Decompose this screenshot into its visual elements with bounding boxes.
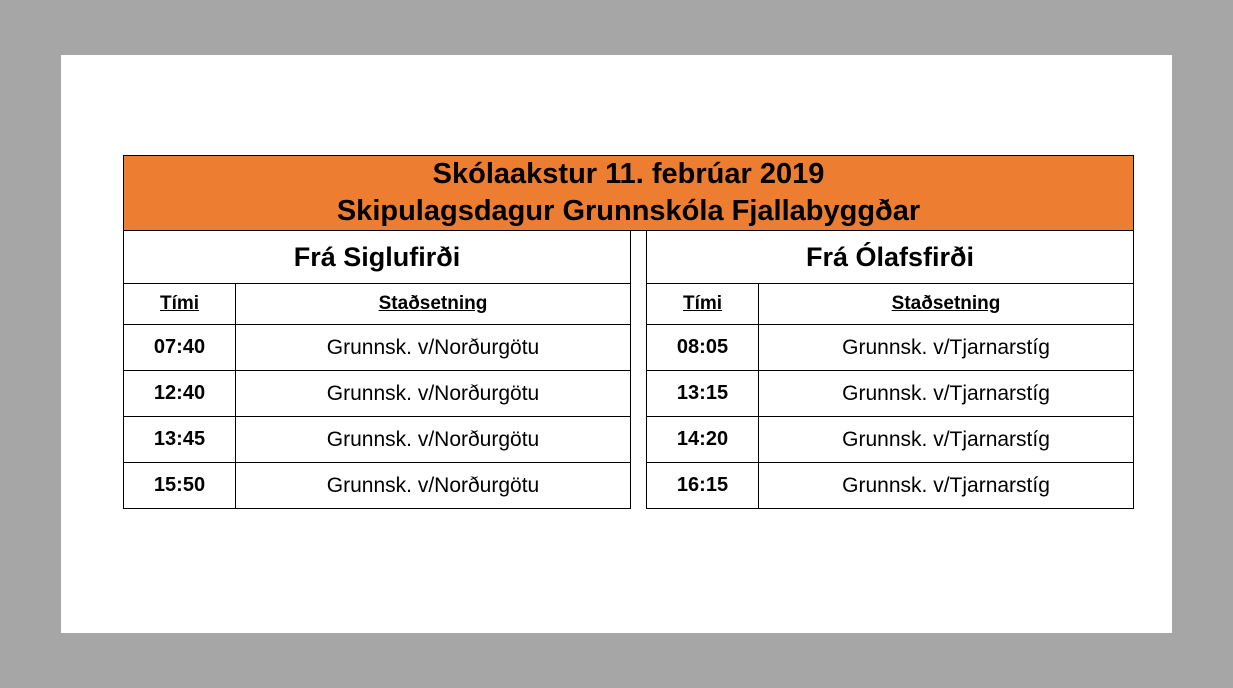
departure-time: 16:15 (647, 463, 759, 509)
departure-place: Grunnsk. v/Tjarnarstíg (759, 371, 1134, 417)
departure-time: 15:50 (124, 463, 236, 509)
table-row (124, 463, 1134, 509)
table-gap-spacer (631, 371, 647, 417)
departure-time: 12:40 (124, 371, 236, 417)
departure-time: 13:15 (647, 371, 759, 417)
column-header-row (124, 284, 1134, 325)
schedule-table (123, 155, 1134, 509)
table-title-row (124, 156, 1134, 231)
column-header-time-left-label: Tími (159, 293, 200, 315)
column-header-place-right-label: Staðsetning (891, 293, 1001, 315)
departure-place: Grunnsk. v/Norðurgötu (236, 417, 631, 463)
table-gap-spacer (631, 284, 647, 325)
table-gap-spacer (631, 463, 647, 509)
departure-place: Grunnsk. v/Norðurgötu (236, 463, 631, 509)
departure-place: Grunnsk. v/Norðurgötu (236, 371, 631, 417)
departure-place: Grunnsk. v/Tjarnarstíg (759, 463, 1134, 509)
departure-time: 08:05 (647, 325, 759, 371)
column-header-time-left (124, 284, 236, 325)
column-header-time-right-label: Tími (682, 293, 723, 315)
table-gap-spacer (631, 417, 647, 463)
departure-time: 13:45 (124, 417, 236, 463)
departure-place: Grunnsk. v/Norðurgötu (236, 325, 631, 371)
table-row (124, 417, 1134, 463)
section-heading-olafsfjordur: Frá Ólafsfirði (647, 231, 1134, 284)
schedule-title-line-2: Skipulagsdagur Grunnskóla Fjallabyggðar (336, 195, 921, 228)
column-header-time-right (647, 284, 759, 325)
table-gap-spacer (631, 231, 647, 284)
schedule-title (124, 156, 1134, 231)
departure-place: Grunnsk. v/Tjarnarstíg (759, 417, 1134, 463)
departure-place: Grunnsk. v/Tjarnarstíg (759, 325, 1134, 371)
section-heading-siglufjordur: Frá Siglufirði (124, 231, 631, 284)
departure-time: 07:40 (124, 325, 236, 371)
table-row (124, 371, 1134, 417)
departure-time: 14:20 (647, 417, 759, 463)
table-gap-spacer (631, 325, 647, 371)
column-header-place-left-label: Staðsetning (378, 293, 488, 315)
section-heading-row (124, 231, 1134, 284)
column-header-place-left (236, 284, 631, 325)
slide-canvas (61, 55, 1172, 633)
slide-frame (48, 42, 1185, 646)
table-row (124, 325, 1134, 371)
column-header-place-right (759, 284, 1134, 325)
schedule-title-line-1: Skólaakstur 11. febrúar 2019 (432, 158, 825, 190)
